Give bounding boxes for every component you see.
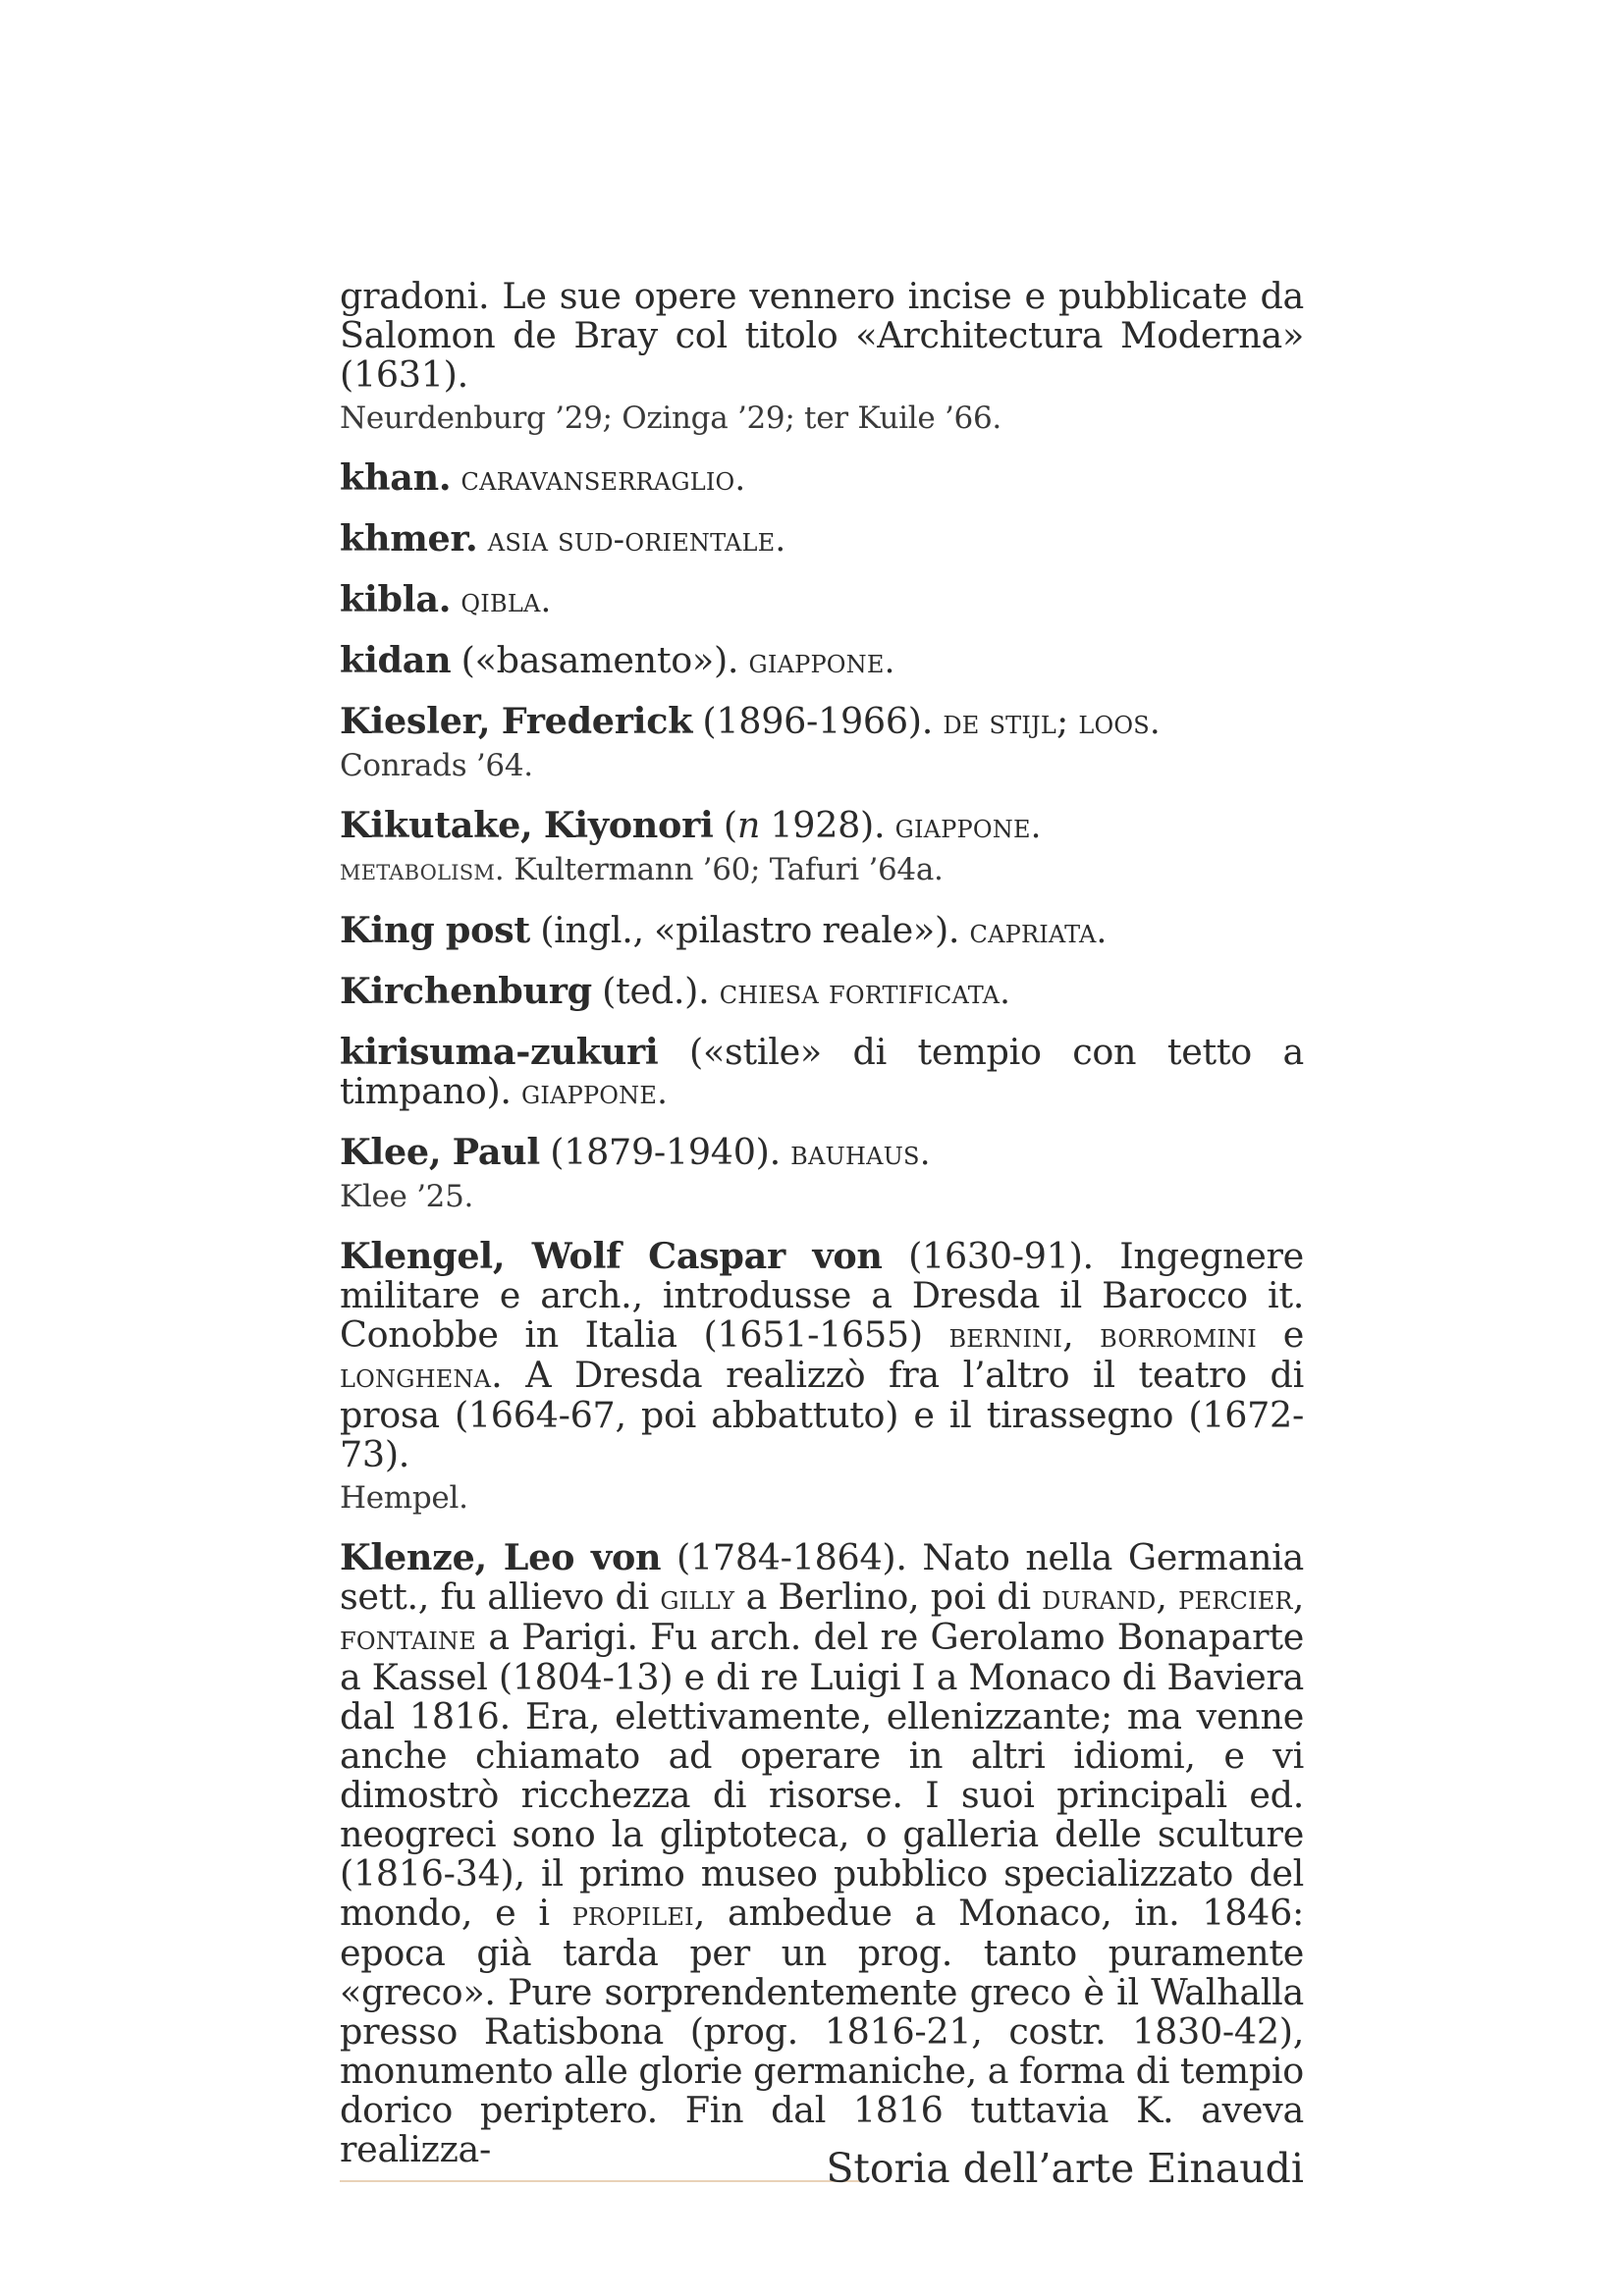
- entry-text: [451, 578, 460, 620]
- entry-headword: kirisuma-zukuri: [340, 1031, 659, 1073]
- entry-text: , ambedue a Monaco, in. 1846: epoca già tarda per un prog. tanto puramente «greco». Pure sorprendentemente greco è il Walhalla presso Ratisbona (prog. 1816-21, costr. 1830-42), monumento alle glorie germaniche, a forma di tempio dorico periptero. Fin dal 1816 tuttavia K. aveva realizza-: [340, 1892, 1304, 2170]
- dictionary-entry: [340, 519, 1304, 560]
- cross-reference: caravanserraglio.: [460, 459, 746, 499]
- entry-text: (ingl., «pilastro reale»).: [529, 909, 970, 951]
- dictionary-entry: [340, 641, 1304, 681]
- dictionary-entry: [340, 972, 1304, 1012]
- dictionary-entry: [340, 1237, 1304, 1474]
- entry-text: (1879-1940).: [539, 1131, 791, 1173]
- cross-reference: de stijl: [943, 703, 1056, 742]
- bibliography-line: [340, 746, 1304, 785]
- entry-headword: kibla.: [340, 578, 452, 620]
- bibliography-line: [340, 850, 1304, 890]
- bibliography-line: [340, 1177, 1304, 1216]
- cross-reference: bernini: [948, 1316, 1063, 1356]
- entry-text: a Berlino, poi di: [734, 1575, 1043, 1618]
- entry-text: (1784-1864). Nato nella Germania sett., fu allievo di: [340, 1536, 1304, 1618]
- entry-text: a Parigi. Fu arch. del re Gerolamo Bonaparte a Kassel (1804-13) e di re Luigi I a Monaco di Baviera dal 1816. Era, elettivamente, ellenizzante; ma venne anche chiamato ad operare in altri idiomi, e vi dimostrò ricchezza di risorse. I suoi principali ed. neogreci sono la gliptoteca, o galleria delle sculture (1816-34), il primo museo pubblico specializzato del mondo, e i: [340, 1616, 1304, 1934]
- entry-text: Kultermann ’60; Tafuri ’64a.: [504, 852, 944, 887]
- entry-headword: Kiesler, Frederick: [340, 700, 693, 742]
- entry-text: [451, 456, 460, 499]
- entry-text: Hempel.: [340, 1480, 468, 1516]
- cross-reference: propilei: [571, 1895, 694, 1934]
- cross-reference: qibla.: [460, 581, 552, 620]
- cross-reference: giappone.: [748, 642, 895, 681]
- cross-reference: bauhaus.: [790, 1134, 931, 1173]
- footer-rule: [340, 2180, 860, 2182]
- cross-reference: durand: [1042, 1578, 1157, 1618]
- entry-text: [477, 517, 487, 560]
- cross-reference: asia sud-orientale.: [487, 520, 786, 560]
- cross-reference: longhena: [340, 1357, 492, 1396]
- cross-reference: capriata.: [969, 912, 1108, 951]
- cross-reference: chiesa fortificata.: [719, 973, 1011, 1012]
- bibliography-line: [340, 399, 1304, 438]
- italic-text: n: [736, 804, 761, 846]
- cross-reference: gilly: [660, 1578, 735, 1618]
- dictionary-entry: [340, 277, 1304, 395]
- entry-text: ,: [1156, 1575, 1179, 1618]
- entry-text: ,: [1062, 1313, 1101, 1356]
- entry-text: («basamento»).: [451, 639, 749, 681]
- entry-text: ,: [1292, 1575, 1305, 1618]
- entry-headword: Klee, Paul: [340, 1131, 540, 1173]
- entry-text: . A Dresda realizzò fra l’altro il teatro di prosa (1664-67, poi abbattuto) e il tirassegno (1672-73).: [340, 1354, 1304, 1475]
- entry-headword: King post: [340, 909, 530, 951]
- dictionary-entry: [340, 1133, 1304, 1173]
- cross-reference: percier: [1178, 1578, 1293, 1618]
- entry-headword: Klenze, Leo von: [340, 1536, 662, 1578]
- entry-text: Conrads ’64.: [340, 748, 533, 783]
- entry-headword: khmer.: [340, 517, 478, 560]
- bibliography-line: [340, 1478, 1304, 1518]
- dictionary-entry: [340, 1538, 1304, 2169]
- dictionary-entry: [340, 458, 1304, 499]
- cross-reference: loos.: [1078, 703, 1161, 742]
- entry-text: Neurdenburg ’29; Ozinga ’29; ter Kuile ’66.: [340, 400, 1001, 436]
- cross-reference: giappone.: [894, 807, 1042, 846]
- entry-text: («stile» di tempio con tetto a timpano).: [340, 1031, 1304, 1112]
- page-footer: [340, 2145, 1304, 2204]
- entry-text: e: [1257, 1313, 1305, 1356]
- entry-headword: khan.: [340, 456, 452, 499]
- cross-reference: metabolism.: [340, 853, 505, 887]
- entry-text: (ted.).: [591, 970, 720, 1012]
- dictionary-entry: [340, 580, 1304, 620]
- entry-text: (: [713, 804, 737, 846]
- entry-headword: kidan: [340, 639, 452, 681]
- entry-text: gradoni. Le sue opere vennero incise e pubblicate da Salomon de Bray col titolo «Architectura Moderna» (1631).: [340, 275, 1304, 396]
- dictionary-entry: [340, 806, 1304, 846]
- entry-headword: Klengel, Wolf Caspar von: [340, 1235, 883, 1277]
- page-body: [340, 277, 1304, 2190]
- entry-text: (1630-91). Ingegnere militare e arch., introdusse a Dresda il Barocco it. Conobbe in Italia (1651-1655): [340, 1235, 1304, 1356]
- entry-text: Klee ’25.: [340, 1179, 474, 1214]
- cross-reference: fontaine: [340, 1619, 476, 1658]
- entry-headword: Kirchenburg: [340, 970, 592, 1012]
- footer-publisher: Storia dell’arte Einaudi: [826, 2145, 1304, 2192]
- entry-text: (1896-1966).: [692, 700, 944, 742]
- dictionary-entry: [340, 1033, 1304, 1112]
- dictionary-entry: [340, 911, 1304, 951]
- cross-reference: giappone.: [521, 1073, 669, 1112]
- entry-text: 1928).: [760, 804, 895, 846]
- dictionary-entry: [340, 702, 1304, 742]
- entry-headword: Kikutake, Kiyonori: [340, 804, 714, 846]
- cross-reference: borromini: [1100, 1316, 1257, 1356]
- entry-text: ;: [1056, 700, 1079, 742]
